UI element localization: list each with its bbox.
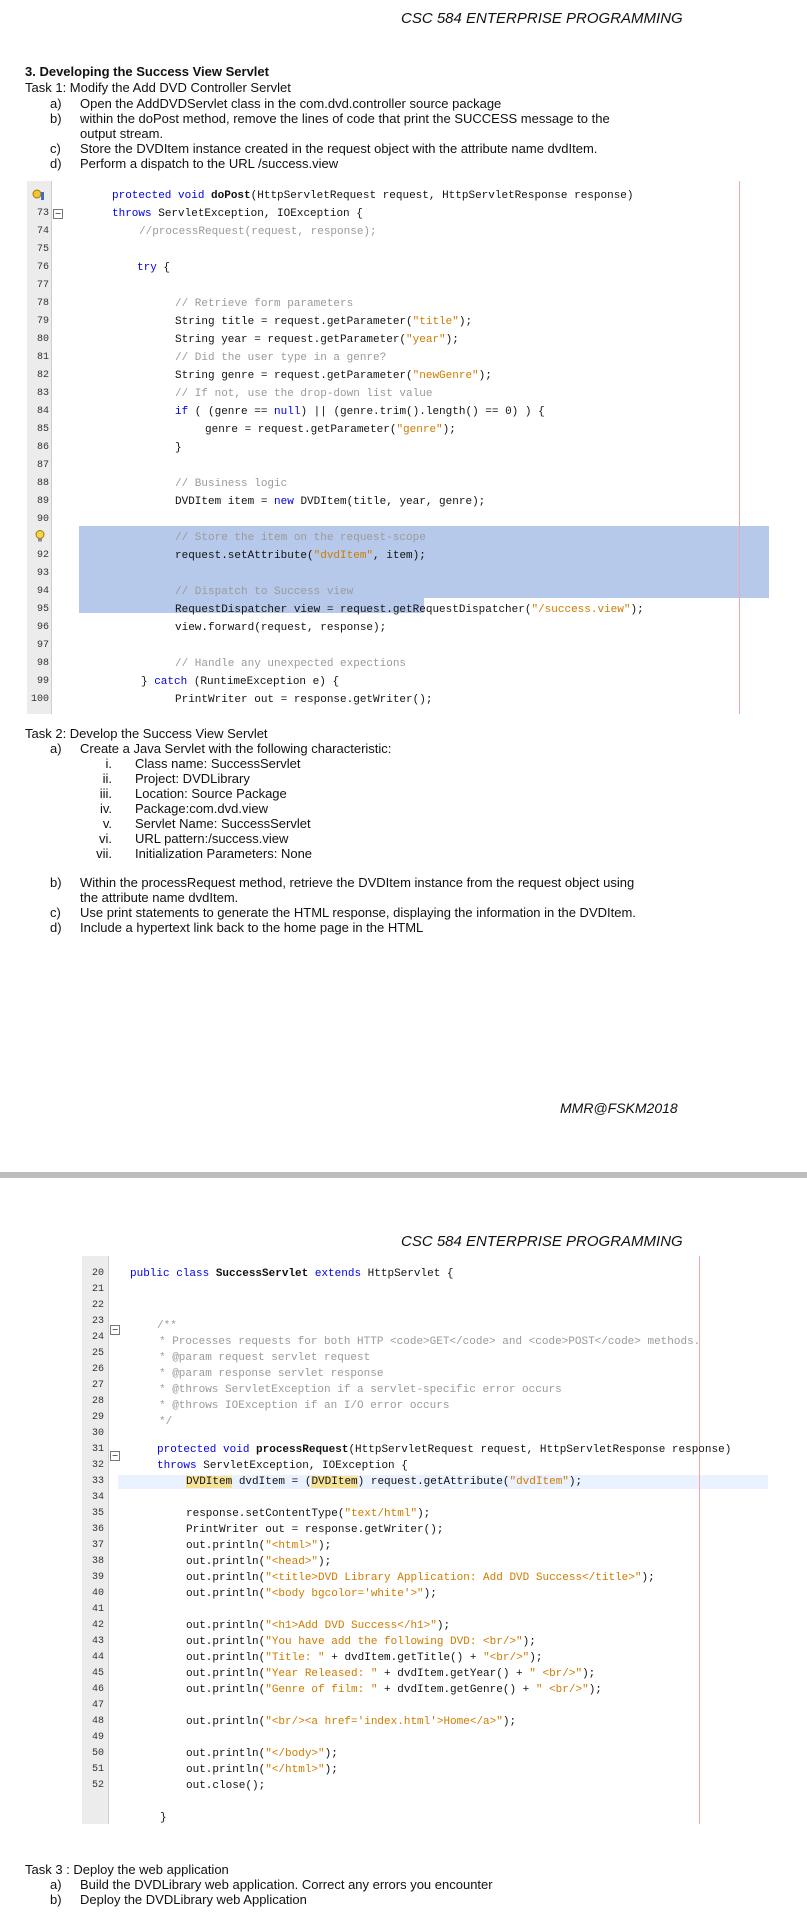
line-number: 97 xyxy=(36,640,49,651)
line-number: 90 xyxy=(36,514,49,525)
line-number: 34 xyxy=(91,1492,104,1503)
code-line: DVDItem item = new DVDItem(title, year, genre); xyxy=(175,496,486,508)
code-line: response.setContentType("text/html"); xyxy=(186,1508,431,1520)
code-line: out.println("<html>"); xyxy=(186,1540,332,1552)
line-number: 25 xyxy=(91,1348,104,1359)
code-line: } xyxy=(160,1812,167,1824)
code-line: throws ServletException, IOException { xyxy=(112,208,363,220)
property-number: vii. xyxy=(96,846,112,861)
task1-title: Task 1: Modify the Add DVD Controller Servlet xyxy=(25,80,291,95)
code-line: // Business logic xyxy=(175,478,288,490)
line-number: 35 xyxy=(91,1508,104,1519)
property-number: vi. xyxy=(99,831,112,846)
code-line: out.println("</body>"); xyxy=(186,1748,338,1760)
fold-collapse-icon[interactable]: − xyxy=(111,1451,119,1460)
code-line: out.println("<body bgcolor='white'>"); xyxy=(186,1588,437,1600)
code-line: genre = request.getParameter("genre"); xyxy=(205,424,456,436)
code-line: if ( (genre == null) || (genre.trim().length() == 0) ) { xyxy=(175,406,545,418)
task2-item-a-marker: a) xyxy=(50,741,62,756)
code-line: PrintWriter out = response.getWriter(); xyxy=(186,1524,444,1536)
line-number: 84 xyxy=(36,406,49,417)
line-number: 27 xyxy=(91,1380,104,1391)
line-number: 79 xyxy=(36,316,49,327)
line-number: 20 xyxy=(91,1268,104,1279)
code-line: request.setAttribute("dvdItem", item); xyxy=(175,550,426,562)
line-number: 75 xyxy=(36,244,49,255)
line-number: 51 xyxy=(91,1764,104,1775)
line-number: 74 xyxy=(36,226,49,237)
code-line: out.println("</html>"); xyxy=(186,1764,338,1776)
fold-collapse-icon[interactable]: − xyxy=(111,1325,119,1334)
code-line: // Handle any unexpected expections xyxy=(175,658,407,670)
page1-header: CSC 584 ENTERPRISE PROGRAMMING xyxy=(401,10,683,27)
task2-item-b-text: Within the processRequest method, retrieve the DVDItem instance from the request object using xyxy=(80,875,635,890)
task2-item-b-marker: b) xyxy=(50,875,62,890)
line-number: 83 xyxy=(36,388,49,399)
line-number: 36 xyxy=(91,1524,104,1535)
task1-item-c-marker: c) xyxy=(50,141,61,156)
property-text: Project: DVDLibrary xyxy=(135,771,250,786)
code-screenshot-success-servlet xyxy=(82,1256,790,1824)
code-line: // Store the item on the request-scope xyxy=(175,532,426,544)
task1-item-a-marker: a) xyxy=(50,96,62,111)
line-number: 80 xyxy=(36,334,49,345)
line-number: 88 xyxy=(36,478,49,489)
code-line: * @throws ServletException if a servlet-specific error occurs xyxy=(159,1384,562,1396)
code-line: protected void processRequest(HttpServletRequest request, HttpServletResponse response) xyxy=(157,1444,732,1456)
task2-item-d-text: Include a hypertext link back to the home page in the HTML xyxy=(80,920,424,935)
code-line: /** xyxy=(157,1320,177,1332)
line-number: 46 xyxy=(91,1684,104,1695)
line-number: 87 xyxy=(36,460,49,471)
line-number: 37 xyxy=(91,1540,104,1551)
code-line: public class SuccessServlet extends HttpServlet { xyxy=(130,1268,454,1280)
property-number: i. xyxy=(105,756,112,771)
code-line: } catch (RuntimeException e) { xyxy=(141,676,340,688)
page-break xyxy=(0,1172,807,1178)
line-number: 32 xyxy=(91,1460,104,1471)
task1-item-d-text: Perform a dispatch to the URL /success.view xyxy=(80,156,339,171)
code-line: out.println("<title>DVD Library Application: Add DVD Success</title>"); xyxy=(186,1572,655,1584)
code-line: throws ServletException, IOException { xyxy=(157,1460,408,1472)
task1-item-c-text: Store the DVDItem instance created in the request object with the attribute name dvdItem. xyxy=(80,141,598,156)
task2-item-d-marker: d) xyxy=(50,920,62,935)
line-number: 93 xyxy=(36,568,49,579)
code-line: * Processes requests for both HTTP <code>GET</code> and <code>POST</code> methods. xyxy=(159,1336,701,1348)
line-number: 76 xyxy=(36,262,49,273)
code-line: out.println("Year Released: " + dvdItem.getYear() + " <br/>"); xyxy=(186,1668,596,1680)
line-number: 42 xyxy=(91,1620,104,1631)
code-line: String year = request.getParameter("year"); xyxy=(175,334,459,346)
code-line: PrintWriter out = response.getWriter(); xyxy=(175,694,433,706)
task3-item-b-text: Deploy the DVDLibrary web Application xyxy=(80,1892,307,1907)
line-number: 41 xyxy=(91,1604,104,1615)
line-number: 26 xyxy=(91,1364,104,1375)
code-line: String title = request.getParameter("title"); xyxy=(175,316,473,328)
line-number: 38 xyxy=(91,1556,104,1567)
code-line: view.forward(request, response); xyxy=(175,622,387,634)
task1-item-b-text-cont: output stream. xyxy=(80,126,164,141)
code-line: out.close(); xyxy=(186,1780,266,1792)
line-number: 22 xyxy=(91,1300,104,1311)
line-number: 24 xyxy=(91,1332,104,1343)
bulb-hint-icon xyxy=(35,530,45,542)
line-number: 21 xyxy=(91,1284,104,1295)
task2-item-c-marker: c) xyxy=(50,905,61,920)
task3-item-b-marker: b) xyxy=(50,1892,62,1907)
code-line: out.println("Genre of film: " + dvdItem.getGenre() + " <br/>"); xyxy=(186,1684,602,1696)
line-number: 28 xyxy=(91,1396,104,1407)
code-line: protected void doPost(HttpServletRequest request, HttpServletResponse response) xyxy=(112,190,634,202)
bulb-warning-icon xyxy=(32,189,45,201)
line-number: 86 xyxy=(36,442,49,453)
right-margin-line xyxy=(739,181,740,714)
code-line: * @throws IOException if an I/O error occurs xyxy=(159,1400,450,1412)
code-line: // If not, use the drop-down list value xyxy=(175,388,433,400)
line-number: 40 xyxy=(91,1588,104,1599)
line-number: 99 xyxy=(36,676,49,687)
code-line: * @param response servlet response xyxy=(159,1368,384,1380)
line-number: 85 xyxy=(36,424,49,435)
line-number: 96 xyxy=(36,622,49,633)
page2-header: CSC 584 ENTERPRISE PROGRAMMING xyxy=(401,1233,683,1250)
code-line: //processRequest(request, response); xyxy=(139,226,377,238)
task2-item-b-text-cont: the attribute name dvdItem. xyxy=(80,890,239,905)
line-number: 100 xyxy=(30,694,49,705)
line-number: 49 xyxy=(91,1732,104,1743)
line-number: 77 xyxy=(36,280,49,291)
code-line: out.println("<head>"); xyxy=(186,1556,332,1568)
line-number: 78 xyxy=(36,298,49,309)
code-line: try { xyxy=(137,262,171,274)
page1-footer: MMR@FSKM2018 xyxy=(560,1100,678,1116)
code-line: } xyxy=(175,442,182,454)
task2-title: Task 2: Develop the Success View Servlet xyxy=(25,726,268,741)
task1-item-b-text: within the doPost method, remove the lines of code that print the SUCCESS message to the xyxy=(80,111,610,126)
code-line: DVDItem dvdItem = (DVDItem) request.getAttribute("dvdItem"); xyxy=(186,1476,583,1488)
property-text: URL pattern:/success.view xyxy=(135,831,289,846)
property-text: Servlet Name: SuccessServlet xyxy=(135,816,311,831)
line-number: 47 xyxy=(91,1700,104,1711)
task1-item-d-marker: d) xyxy=(50,156,62,171)
property-number: ii. xyxy=(102,771,112,786)
property-text: Class name: SuccessServlet xyxy=(135,756,301,771)
line-number: 52 xyxy=(91,1780,104,1791)
property-text: Location: Source Package xyxy=(135,786,287,801)
code-line: RequestDispatcher view = request.getRequestDispatcher("/success.view"); xyxy=(175,604,644,616)
line-number: 48 xyxy=(91,1716,104,1727)
task2-item-c-text: Use print statements to generate the HTML response, displaying the information in the DVDItem. xyxy=(80,905,636,920)
task3-item-a-marker: a) xyxy=(50,1877,62,1892)
code-line: out.println("You have add the following DVD: <br/>"); xyxy=(186,1636,536,1648)
line-number: 23 xyxy=(91,1316,104,1327)
property-number: iv. xyxy=(99,801,112,816)
property-text: Initialization Parameters: None xyxy=(135,846,313,861)
line-number: 89 xyxy=(36,496,49,507)
property-text: Package:com.dvd.view xyxy=(135,801,268,816)
task1-item-a-text: Open the AddDVDServlet class in the com.dvd.controller source package xyxy=(80,96,502,111)
line-number: 45 xyxy=(91,1668,104,1679)
task3-item-a-text: Build the DVDLibrary web application. Correct any errors you encounter xyxy=(80,1877,493,1892)
line-number: 39 xyxy=(91,1572,104,1583)
code-line: // Retrieve form parameters xyxy=(175,298,354,310)
property-number: iii. xyxy=(99,786,112,801)
line-number: 44 xyxy=(91,1652,104,1663)
line-number: 82 xyxy=(36,370,49,381)
line-number: 43 xyxy=(91,1636,104,1647)
code-line: out.println("<br/><a href='index.html'>Home</a>"); xyxy=(186,1716,517,1728)
code-line: out.println("<h1>Add DVD Success</h1>"); xyxy=(186,1620,451,1632)
line-number: 81 xyxy=(36,352,49,363)
code-line: String genre = request.getParameter("newGenre"); xyxy=(175,370,492,382)
task3-title: Task 3 : Deploy the web application xyxy=(25,1862,229,1877)
line-number: 98 xyxy=(36,658,49,669)
task2-item-a-text: Create a Java Servlet with the following characteristic: xyxy=(80,741,392,756)
code-line: out.println("Title: " + dvdItem.getTitle() + "<br/>"); xyxy=(186,1652,543,1664)
section-title: 3. Developing the Success View Servlet xyxy=(25,64,269,79)
code-line: // Dispatch to Success view xyxy=(175,586,354,598)
line-number: 73 xyxy=(36,208,49,219)
line-number: 33 xyxy=(91,1476,104,1487)
code-line: */ xyxy=(159,1416,173,1428)
code-line: * @param request servlet request xyxy=(159,1352,371,1364)
line-number: 29 xyxy=(91,1412,104,1423)
property-number: v. xyxy=(102,816,112,831)
line-number: 30 xyxy=(91,1428,104,1439)
fold-collapse-icon[interactable]: − xyxy=(54,209,62,218)
line-number: 31 xyxy=(91,1444,104,1455)
code-screenshot-dopost xyxy=(27,181,749,714)
line-number: 95 xyxy=(36,604,49,615)
line-number: 50 xyxy=(91,1748,104,1759)
line-number: 94 xyxy=(36,586,49,597)
task1-item-b-marker: b) xyxy=(50,111,62,126)
code-line: // Did the user type in a genre? xyxy=(175,352,387,364)
line-number: 92 xyxy=(36,550,49,561)
